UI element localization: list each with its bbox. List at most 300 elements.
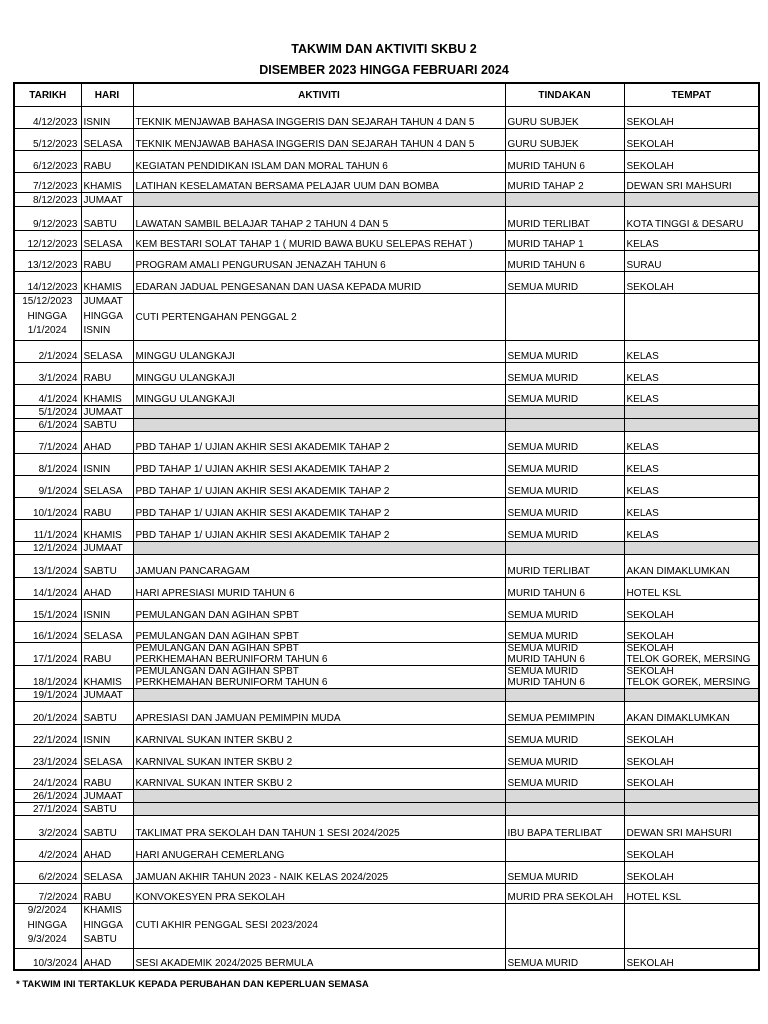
cell-tarikh-text: 1/1/2024 bbox=[27, 325, 67, 337]
cell-hari bbox=[81, 294, 133, 341]
cell-hari bbox=[81, 578, 133, 600]
cell-tindakan-text: SEMUA PEMIMPIN bbox=[507, 713, 595, 724]
cell-tarikh-text: 13/1/2024 bbox=[33, 566, 78, 577]
cell-tindakan bbox=[505, 816, 624, 840]
cell-hari bbox=[81, 803, 133, 816]
cell-tindakan-text: SEMUA MURID bbox=[507, 643, 579, 654]
cell-aktiviti bbox=[133, 363, 505, 385]
cell-tempat bbox=[624, 151, 759, 173]
cell-hari-text: RABU bbox=[83, 778, 112, 789]
cell-tarikh-text: 20/1/2024 bbox=[33, 713, 78, 724]
cell-tarikh bbox=[14, 294, 81, 341]
table-row bbox=[14, 193, 759, 207]
cell-tempat-text: AKAN DIMAKLUMKAN bbox=[626, 713, 730, 724]
cell-tarikh-text: 7/1/2024 bbox=[38, 442, 78, 453]
cell-tarikh bbox=[14, 454, 81, 476]
cell-tarikh bbox=[14, 747, 81, 769]
cell-tindakan bbox=[505, 129, 624, 151]
cell-aktiviti bbox=[133, 578, 505, 600]
cell-aktiviti bbox=[133, 666, 505, 689]
cell-aktiviti bbox=[133, 840, 505, 862]
table-row bbox=[14, 790, 759, 803]
cell-tarikh-text: 9/1/2024 bbox=[38, 486, 78, 497]
cell-tindakan bbox=[505, 151, 624, 173]
cell-tarikh bbox=[14, 173, 81, 193]
document-title: TAKWIM DAN AKTIVITI SKBU 2 bbox=[291, 42, 477, 56]
cell-tarikh bbox=[14, 840, 81, 862]
cell-tindakan-text: SEMUA MURID bbox=[507, 530, 579, 541]
cell-aktiviti bbox=[133, 769, 505, 790]
cell-tempat bbox=[624, 341, 759, 363]
cell-tindakan bbox=[505, 948, 624, 970]
cell-tindakan bbox=[505, 207, 624, 231]
cell-tindakan-text: MURID TAHAP 1 bbox=[507, 239, 584, 250]
cell-hari bbox=[81, 816, 133, 840]
cell-tarikh-text: 16/1/2024 bbox=[33, 631, 78, 642]
cell-tarikh bbox=[14, 476, 81, 498]
cell-tindakan-text: SEMUA MURID bbox=[507, 666, 579, 677]
table-body bbox=[14, 107, 759, 971]
cell-tempat bbox=[624, 702, 759, 725]
cell-tarikh-text: 23/1/2024 bbox=[33, 757, 78, 768]
cell-aktiviti-text: APRESIASI DAN JAMUAN PEMIMPIN MUDA bbox=[135, 713, 341, 724]
cell-tempat-text: KELAS bbox=[626, 239, 659, 250]
cell-tarikh-text: 15/12/2023 bbox=[22, 296, 73, 308]
cell-tindakan bbox=[505, 689, 624, 702]
cell-hari bbox=[81, 231, 133, 251]
cell-hari bbox=[81, 173, 133, 193]
cell-tarikh-text: 3/2/2024 bbox=[38, 828, 78, 839]
table-row bbox=[14, 454, 759, 476]
footnote: * TAKWIM INI TERTAKLUK KEPADA PERUBAHAN DAN KEPERLUAN SEMASA bbox=[16, 979, 369, 990]
cell-hari-text: AHAD bbox=[83, 958, 112, 969]
cell-tempat bbox=[624, 816, 759, 840]
cell-aktiviti-text: PBD TAHAP 1/ UJIAN AKHIR SESI AKADEMIK TAHAP 2 bbox=[135, 508, 390, 519]
cell-tempat-text: KELAS bbox=[626, 351, 659, 362]
cell-tindakan bbox=[505, 193, 624, 207]
cell-aktiviti-text: JAMUAN PANCARAGAM bbox=[135, 566, 250, 577]
cell-tarikh-text: 8/1/2024 bbox=[38, 464, 78, 475]
cell-hari bbox=[81, 419, 133, 432]
cell-tindakan-text: SEMUA MURID bbox=[507, 872, 579, 883]
cell-hari-text: RABU bbox=[83, 508, 112, 519]
cell-hari-text: HINGGA bbox=[83, 919, 123, 931]
cell-hari-text: JUMAAT bbox=[83, 690, 123, 701]
cell-tempat bbox=[624, 689, 759, 702]
cell-tarikh bbox=[14, 555, 81, 578]
cell-tarikh bbox=[14, 520, 81, 542]
cell-aktiviti bbox=[133, 862, 505, 884]
cell-tindakan-text: MURID TAHUN 6 bbox=[507, 260, 585, 271]
cell-tindakan bbox=[505, 666, 624, 689]
cell-tempat bbox=[624, 520, 759, 542]
cell-tarikh-text: 4/1/2024 bbox=[38, 394, 78, 405]
cell-tindakan bbox=[505, 476, 624, 498]
cell-tarikh bbox=[14, 702, 81, 725]
cell-aktiviti-text: PEMULANGAN DAN AGIHAN SPBT bbox=[135, 643, 299, 654]
cell-tarikh bbox=[14, 803, 81, 816]
cell-aktiviti bbox=[133, 231, 505, 251]
table-row bbox=[14, 251, 759, 272]
table-row bbox=[14, 173, 759, 193]
cell-tarikh-text: 6/1/2024 bbox=[38, 420, 78, 431]
cell-tempat-text: SEKOLAH bbox=[626, 757, 674, 768]
cell-aktiviti-text: PEMULANGAN DAN AGIHAN SPBT bbox=[135, 666, 299, 677]
cell-tempat bbox=[624, 207, 759, 231]
cell-tindakan bbox=[505, 520, 624, 542]
cell-tempat bbox=[624, 432, 759, 454]
table-row bbox=[14, 231, 759, 251]
table-row bbox=[14, 803, 759, 816]
cell-hari-text: RABU bbox=[83, 654, 112, 665]
cell-tarikh bbox=[14, 725, 81, 747]
cell-tindakan-text: MURID TAHUN 6 bbox=[507, 588, 585, 599]
cell-tindakan-text: SEMUA MURID bbox=[507, 486, 579, 497]
cell-hari bbox=[81, 129, 133, 151]
schedule-table bbox=[13, 82, 760, 971]
cell-tempat-text: KELAS bbox=[626, 442, 659, 453]
cell-tempat-text: DEWAN SRI MAHSURI bbox=[626, 828, 732, 839]
cell-tindakan-text: SEMUA MURID bbox=[507, 610, 579, 621]
cell-tindakan-text: MURID TAHUN 6 bbox=[507, 677, 585, 688]
table-row bbox=[14, 840, 759, 862]
table-row bbox=[14, 904, 759, 949]
cell-tarikh-text: 9/3/2024 bbox=[27, 934, 67, 945]
cell-tindakan bbox=[505, 542, 624, 555]
cell-aktiviti-text: PEMULANGAN DAN AGIHAN SPBT bbox=[135, 631, 299, 642]
cell-tempat-text: SEKOLAH bbox=[626, 850, 674, 861]
table-row bbox=[14, 600, 759, 622]
cell-aktiviti-text: CUTI PERTENGAHAN PENGGAL 2 bbox=[135, 311, 297, 323]
table-row bbox=[14, 747, 759, 769]
cell-tarikh-text: 3/1/2024 bbox=[38, 373, 78, 384]
cell-tempat-text: SEKOLAH bbox=[626, 666, 674, 677]
cell-hari-text: SABTU bbox=[83, 934, 117, 945]
cell-hari bbox=[81, 702, 133, 725]
cell-hari bbox=[81, 193, 133, 207]
cell-hari bbox=[81, 272, 133, 294]
table-row bbox=[14, 341, 759, 363]
cell-tarikh-text: 22/1/2024 bbox=[33, 735, 78, 746]
cell-hari bbox=[81, 689, 133, 702]
cell-hari-text: AHAD bbox=[83, 588, 112, 599]
cell-tarikh bbox=[14, 129, 81, 151]
cell-tarikh-text: 10/3/2024 bbox=[33, 958, 78, 969]
table-header-row bbox=[14, 83, 759, 107]
cell-aktiviti bbox=[133, 725, 505, 747]
cell-hari-text: KHAMIS bbox=[83, 530, 122, 541]
cell-hari bbox=[81, 948, 133, 970]
cell-tarikh bbox=[14, 578, 81, 600]
cell-tindakan bbox=[505, 769, 624, 790]
cell-tindakan bbox=[505, 231, 624, 251]
cell-tarikh-text: 15/1/2024 bbox=[33, 610, 78, 621]
cell-tindakan-text: SEMUA MURID bbox=[507, 373, 579, 384]
cell-aktiviti bbox=[133, 341, 505, 363]
cell-tempat-text: KELAS bbox=[626, 464, 659, 475]
cell-hari-text: SELASA bbox=[83, 239, 123, 250]
cell-tarikh-text: 7/12/2023 bbox=[33, 181, 78, 192]
cell-aktiviti bbox=[133, 600, 505, 622]
cell-tindakan-text: SEMUA MURID bbox=[507, 757, 579, 768]
cell-tempat bbox=[624, 231, 759, 251]
cell-tarikh bbox=[14, 251, 81, 272]
table-row bbox=[14, 432, 759, 454]
cell-tindakan bbox=[505, 294, 624, 341]
cell-aktiviti-text: SESI AKADEMIK 2024/2025 BERMULA bbox=[135, 958, 314, 969]
cell-tempat bbox=[624, 272, 759, 294]
table-row bbox=[14, 520, 759, 542]
cell-hari bbox=[81, 790, 133, 803]
cell-tarikh bbox=[14, 419, 81, 432]
cell-tarikh-text: 11/1/2024 bbox=[33, 530, 78, 541]
cell-hari-text: KHAMIS bbox=[83, 394, 122, 405]
cell-tempat bbox=[624, 948, 759, 970]
cell-aktiviti bbox=[133, 207, 505, 231]
cell-hari bbox=[81, 884, 133, 904]
cell-hari bbox=[81, 454, 133, 476]
cell-tindakan bbox=[505, 251, 624, 272]
cell-hari bbox=[81, 520, 133, 542]
cell-aktiviti-text: HARI APRESIASI MURID TAHUN 6 bbox=[135, 588, 295, 599]
cell-aktiviti-text: TEKNIK MENJAWAB BAHASA INGGERIS DAN SEJARAH TAHUN 4 DAN 5 bbox=[135, 117, 475, 128]
header-hari: HARI bbox=[81, 83, 133, 107]
cell-hari-text: SELASA bbox=[83, 486, 123, 497]
cell-aktiviti bbox=[133, 520, 505, 542]
cell-aktiviti bbox=[133, 476, 505, 498]
cell-hari bbox=[81, 600, 133, 622]
cell-tarikh-text: 24/1/2024 bbox=[33, 778, 78, 789]
cell-tarikh-text: 9/12/2023 bbox=[33, 219, 78, 230]
cell-tempat-text: SEKOLAH bbox=[626, 735, 674, 746]
cell-tempat bbox=[624, 555, 759, 578]
cell-tindakan bbox=[505, 107, 624, 129]
cell-hari-text: AHAD bbox=[83, 850, 112, 861]
cell-hari bbox=[81, 432, 133, 454]
cell-tarikh-text: 7/2/2024 bbox=[38, 892, 78, 903]
cell-aktiviti-text: PBD TAHAP 1/ UJIAN AKHIR SESI AKADEMIK TAHAP 2 bbox=[135, 442, 390, 453]
cell-aktiviti-text: EDARAN JADUAL PENGESANAN DAN UASA KEPADA MURID bbox=[135, 282, 422, 293]
cell-tempat-text: AKAN DIMAKLUMKAN bbox=[626, 566, 730, 577]
cell-aktiviti-text: TAKLIMAT PRA SEKOLAH DAN TAHUN 1 SESI 2024/2025 bbox=[135, 828, 400, 839]
cell-aktiviti bbox=[133, 643, 505, 666]
cell-hari-text: ISNIN bbox=[83, 735, 111, 746]
cell-tindakan bbox=[505, 555, 624, 578]
cell-tindakan bbox=[505, 454, 624, 476]
cell-tempat-text: HOTEL KSL bbox=[626, 892, 682, 903]
cell-aktiviti-text: KARNIVAL SUKAN INTER SKBU 2 bbox=[135, 757, 293, 768]
cell-aktiviti-text: KEM BESTARI SOLAT TAHAP 1 ( MURID BAWA BUKU SELEPAS REHAT ) bbox=[135, 239, 473, 250]
cell-hari bbox=[81, 769, 133, 790]
cell-aktiviti-text: MINGGU ULANGKAJI bbox=[135, 394, 235, 405]
table-row bbox=[14, 643, 759, 666]
cell-aktiviti bbox=[133, 251, 505, 272]
cell-tarikh-text: 6/2/2024 bbox=[38, 872, 78, 883]
cell-tarikh-text: 13/12/2023 bbox=[27, 260, 78, 271]
cell-aktiviti bbox=[133, 432, 505, 454]
table-row bbox=[14, 542, 759, 555]
cell-tindakan-text: SEMUA MURID bbox=[507, 508, 579, 519]
cell-tindakan-text: GURU SUBJEK bbox=[507, 117, 579, 128]
cell-tempat bbox=[624, 193, 759, 207]
cell-hari-text: SELASA bbox=[83, 757, 123, 768]
cell-tarikh bbox=[14, 107, 81, 129]
cell-hari-text: ISNIN bbox=[83, 610, 111, 621]
table-row bbox=[14, 363, 759, 385]
cell-hari bbox=[81, 406, 133, 419]
cell-aktiviti bbox=[133, 542, 505, 555]
cell-tindakan bbox=[505, 385, 624, 406]
cell-tindakan-text: SEMUA MURID bbox=[507, 631, 579, 642]
cell-aktiviti bbox=[133, 173, 505, 193]
cell-hari-text: ISNIN bbox=[83, 325, 111, 337]
table-row bbox=[14, 555, 759, 578]
cell-aktiviti bbox=[133, 129, 505, 151]
cell-tindakan bbox=[505, 862, 624, 884]
cell-hari-text: SABTU bbox=[83, 420, 117, 431]
cell-tindakan-text: MURID TAHUN 6 bbox=[507, 654, 585, 665]
cell-aktiviti-text: CUTI AKHIR PENGGAL SESI 2023/2024 bbox=[135, 920, 318, 932]
cell-tempat bbox=[624, 542, 759, 555]
cell-tempat bbox=[624, 476, 759, 498]
cell-hari bbox=[81, 747, 133, 769]
cell-tindakan bbox=[505, 432, 624, 454]
cell-hari-text: SABTU bbox=[83, 828, 117, 839]
cell-tarikh bbox=[14, 643, 81, 666]
header-tempat: TEMPAT bbox=[624, 83, 759, 107]
table-row bbox=[14, 689, 759, 702]
cell-tempat bbox=[624, 129, 759, 151]
cell-tarikh-text: 12/12/2023 bbox=[27, 239, 78, 250]
cell-aktiviti bbox=[133, 406, 505, 419]
cell-tempat-text: KELAS bbox=[626, 530, 659, 541]
cell-tindakan-text: SEMUA MURID bbox=[507, 351, 579, 362]
cell-hari-text: JUMAAT bbox=[83, 407, 123, 418]
cell-tempat bbox=[624, 790, 759, 803]
cell-hari-text: RABU bbox=[83, 161, 112, 172]
cell-tarikh bbox=[14, 816, 81, 840]
table-row bbox=[14, 129, 759, 151]
cell-aktiviti bbox=[133, 498, 505, 520]
cell-tempat-text: SEKOLAH bbox=[626, 161, 674, 172]
cell-tarikh bbox=[14, 862, 81, 884]
cell-hari-text: KHAMIS bbox=[83, 677, 122, 688]
cell-tindakan bbox=[505, 578, 624, 600]
table-row bbox=[14, 948, 759, 970]
cell-tindakan bbox=[505, 622, 624, 643]
cell-tarikh bbox=[14, 363, 81, 385]
cell-hari bbox=[81, 725, 133, 747]
cell-hari-text: SABTU bbox=[83, 713, 117, 724]
table-row bbox=[14, 272, 759, 294]
cell-aktiviti bbox=[133, 454, 505, 476]
cell-tindakan-text: MURID TERLIBAT bbox=[507, 219, 590, 230]
cell-tarikh-text: 5/12/2023 bbox=[33, 139, 78, 150]
cell-hari-text: JUMAAT bbox=[83, 195, 123, 206]
cell-aktiviti-text: LAWATAN SAMBIL BELAJAR TAHAP 2 TAHUN 4 DAN 5 bbox=[135, 219, 389, 230]
cell-tarikh bbox=[14, 622, 81, 643]
cell-tempat-text: SEKOLAH bbox=[626, 610, 674, 621]
cell-aktiviti-text: TEKNIK MENJAWAB BAHASA INGGERIS DAN SEJARAH TAHUN 4 DAN 5 bbox=[135, 139, 475, 150]
cell-tarikh bbox=[14, 207, 81, 231]
cell-hari bbox=[81, 385, 133, 406]
cell-hari bbox=[81, 498, 133, 520]
cell-tarikh-text: 18/1/2024 bbox=[33, 677, 78, 688]
cell-tempat-text: SEKOLAH bbox=[626, 117, 674, 128]
cell-hari bbox=[81, 862, 133, 884]
cell-tindakan bbox=[505, 643, 624, 666]
cell-tindakan-text: MURID TERLIBAT bbox=[507, 566, 590, 577]
table-row bbox=[14, 578, 759, 600]
cell-tempat-text: TELOK GOREK, MERSING bbox=[626, 677, 751, 688]
table-row bbox=[14, 385, 759, 406]
cell-tempat bbox=[624, 107, 759, 129]
cell-aktiviti-text: PROGRAM AMALI PENGURUSAN JENAZAH TAHUN 6 bbox=[135, 260, 386, 271]
cell-hari-text: RABU bbox=[83, 260, 112, 271]
cell-hari-text: SELASA bbox=[83, 872, 123, 883]
table-row bbox=[14, 725, 759, 747]
cell-tarikh bbox=[14, 406, 81, 419]
cell-tempat bbox=[624, 578, 759, 600]
cell-hari bbox=[81, 207, 133, 231]
cell-hari bbox=[81, 251, 133, 272]
cell-tarikh bbox=[14, 689, 81, 702]
table-row bbox=[14, 151, 759, 173]
cell-tempat bbox=[624, 840, 759, 862]
cell-tempat-text: HOTEL KSL bbox=[626, 588, 682, 599]
cell-tempat-text: KELAS bbox=[626, 508, 659, 519]
cell-tarikh-text: 4/12/2023 bbox=[33, 117, 78, 128]
cell-tempat bbox=[624, 862, 759, 884]
cell-aktiviti bbox=[133, 884, 505, 904]
cell-tarikh bbox=[14, 432, 81, 454]
cell-tindakan-text: MURID PRA SEKOLAH bbox=[507, 892, 614, 903]
cell-tarikh-text: 4/2/2024 bbox=[38, 850, 78, 861]
cell-tindakan-text: SEMUA MURID bbox=[507, 282, 579, 293]
cell-tindakan-text: SEMUA MURID bbox=[507, 778, 579, 789]
table-row bbox=[14, 207, 759, 231]
cell-tarikh-text: 5/1/2024 bbox=[38, 407, 78, 418]
cell-tarikh bbox=[14, 904, 81, 949]
cell-tarikh bbox=[14, 884, 81, 904]
cell-aktiviti bbox=[133, 948, 505, 970]
cell-hari-text: ISNIN bbox=[83, 464, 111, 475]
cell-tarikh bbox=[14, 666, 81, 689]
cell-tindakan-text: GURU SUBJEK bbox=[507, 139, 579, 150]
cell-tempat-text: SEKOLAH bbox=[626, 643, 674, 654]
cell-hari bbox=[81, 666, 133, 689]
cell-tindakan-text: SEMUA MURID bbox=[507, 442, 579, 453]
cell-hari bbox=[81, 840, 133, 862]
cell-tarikh bbox=[14, 769, 81, 790]
table-row bbox=[14, 476, 759, 498]
cell-tindakan bbox=[505, 702, 624, 725]
cell-tempat bbox=[624, 294, 759, 341]
cell-tempat-text: SEKOLAH bbox=[626, 872, 674, 883]
cell-hari bbox=[81, 555, 133, 578]
cell-tempat-text: SURAU bbox=[626, 260, 662, 271]
cell-tempat bbox=[624, 406, 759, 419]
cell-tempat bbox=[624, 622, 759, 643]
cell-hari-text: SELASA bbox=[83, 631, 123, 642]
cell-tempat-text: DEWAN SRI MAHSURI bbox=[626, 181, 732, 192]
table-row bbox=[14, 702, 759, 725]
cell-aktiviti bbox=[133, 803, 505, 816]
cell-hari-text: SABTU bbox=[83, 219, 117, 230]
cell-tempat bbox=[624, 363, 759, 385]
cell-hari bbox=[81, 476, 133, 498]
cell-aktiviti-text: LATIHAN KESELAMATAN BERSAMA PELAJAR UUM DAN BOMBA bbox=[135, 181, 439, 192]
